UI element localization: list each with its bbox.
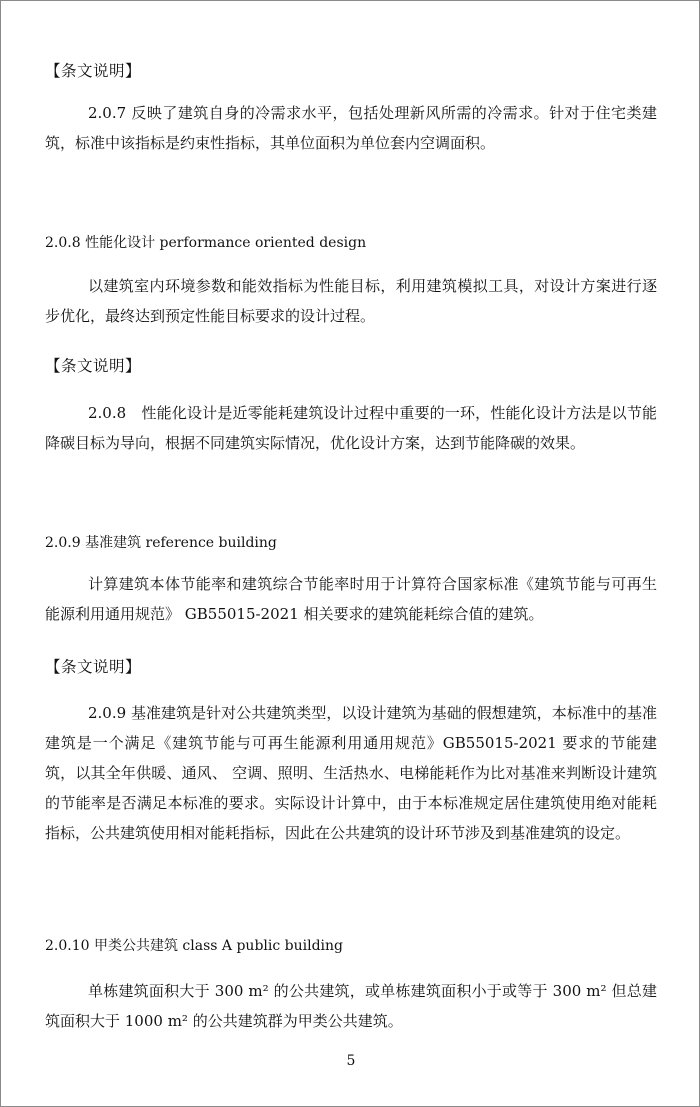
term-heading: 2.0.9 基准建筑 reference building (45, 535, 277, 551)
definition-paragraph: 计算建筑本体节能率和建筑综合节能率时用于计算符合国家标准《建筑节能与可再生能源利用通用规范》 GB55015-2021 相关要求的建筑能耗综合值的建筑。 (45, 575, 657, 623)
commentary-paragraph: 2.0.8 性能化设计是近零能耗建筑设计过程中重要的一环，性能化设计方法是以节能降碳目标为导向，根据不同建筑实际情况，优化设计方案，达到节能降碳的效果。 (45, 404, 657, 452)
definition-paragraph: 以建筑室内环境参数和能效指标为性能目标，利用建筑模拟工具，对设计方案进行逐步优化，最终达到预定性能目标要求的设计过程。 (45, 277, 657, 325)
definition-paragraph: 单栋建筑面积大于 300 m² 的公共建筑，或单栋建筑面积小于或等于 300 m² 但总建筑面积大于 1000 m² 的公共建筑群为甲类公共建筑。 (45, 982, 657, 1030)
term-heading: 2.0.10 甲类公共建筑 class A public building (45, 938, 344, 954)
commentary-paragraph: 2.0.7 反映了建筑自身的冷需求水平，包括处理新风所需的冷需求。针对于住宅类建筑，标准中该指标是约束性指标，其单位面积为单位套内空调面积。 (45, 104, 657, 152)
commentary-heading: 【条文说明】 (45, 658, 142, 676)
commentary-paragraph: 2.0.9 基准建筑是针对公共建筑类型，以设计建筑为基础的假想建筑，本标准中的基准建筑是一个满足《建筑节能与可再生能源利用通用规范》GB55015-2021 要求的节能建筑，以其全年供暖、通风、 空调、照明、生活热水、电梯能耗作为比对基准来判断设计建筑的节能率是否满足本标准的要求。实际设计计算中，由于本标准规定居住建筑使用绝对能耗指标，公共建筑使用相对能耗指标，因此在公共建筑的设计环节涉及到基准建筑的设定。 (45, 704, 657, 842)
commentary-heading: 【条文说明】 (45, 357, 142, 375)
page-number: 5 (346, 1053, 356, 1069)
term-heading: 2.0.8 性能化设计 performance oriented design (45, 235, 367, 251)
commentary-heading: 【条文说明】 (45, 62, 142, 80)
